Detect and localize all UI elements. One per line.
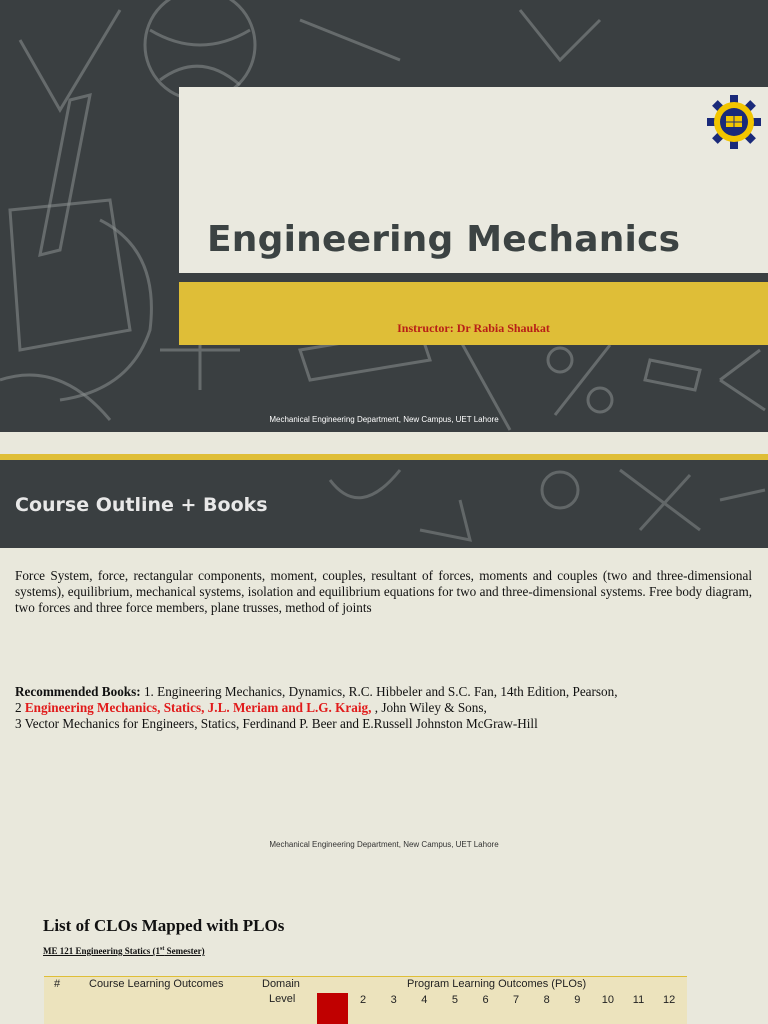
title-box	[179, 87, 768, 273]
plo-number-5: 5	[451, 994, 458, 1006]
book-line-1: Recommended Books: 1. Engineering Mechanics, Dynamics, R.C. Hibbeler and S.C. Fan, 14th Edition, Pearson,	[15, 684, 618, 699]
plo-number-12: 12	[662, 994, 676, 1006]
plo-number-7: 7	[513, 994, 520, 1006]
plo-number-8: 8	[543, 994, 550, 1006]
slide-footer: Mechanical Engineering Department, New Campus, UET Lahore	[269, 415, 499, 424]
course-outline-text: Force System, force, rectangular components, moment, couples, resultant of forces, moments and couples (two and three-dimensional systems), equilibrium, mechanical systems, isolation and equilibrium equations for two and three-dimensional systems. Free body diagram, two forces and three force members, plane trusses, method of joints	[15, 568, 752, 615]
book-line-3: 3 Vector Mechanics for Engineers, Statics, Ferdinand P. Beer and E.Russell Johnston McGraw-Hill	[15, 716, 538, 731]
plo-number-6: 6	[482, 994, 489, 1006]
plo-number-9: 9	[574, 994, 581, 1006]
recommended-books	[15, 684, 752, 732]
col-level: Level	[269, 993, 296, 1005]
course-outline-slide	[0, 432, 768, 864]
university-crest-icon	[707, 95, 761, 149]
col-plos: Program Learning Outcomes (PLOs)	[407, 978, 587, 990]
clo-plo-slide	[0, 864, 768, 1024]
slide-header	[0, 460, 768, 548]
title-slide	[0, 0, 768, 432]
col-hash: #	[54, 978, 61, 990]
slide-title: Engineering Mechanics	[207, 219, 681, 260]
course-subtitle: ME 121 Engineering Statics (1st Semester)	[43, 946, 205, 956]
clo-plo-table-header	[44, 976, 687, 1024]
plo-number-10: 10	[601, 994, 615, 1006]
col-clo: Course Learning Outcomes	[89, 978, 224, 990]
slide-title: Course Outline + Books	[15, 494, 268, 516]
plo-number-4: 4	[421, 994, 428, 1006]
book-line-2: 2 Engineering Mechanics, Statics, J.L. Meriam and L.G. Kraig, , John Wiley & Sons,	[15, 700, 487, 715]
slide-title: List of CLOs Mapped with PLOs	[43, 916, 285, 935]
book-2-title: Engineering Mechanics, Statics, J.L. Meriam and L.G. Kraig,	[24, 700, 372, 715]
col-domain: Domain	[262, 978, 300, 990]
books-label: Recommended Books:	[15, 684, 141, 699]
plo-number-11: 11	[632, 994, 645, 1006]
plo-number-2: 2	[360, 994, 367, 1006]
instructor-band	[179, 282, 768, 345]
plo-number-1: 1	[329, 994, 336, 1006]
instructor-name: Instructor: Dr Rabia Shaukat	[397, 321, 550, 335]
slide-gap	[0, 432, 768, 454]
plo-number-3: 3	[390, 994, 397, 1006]
slide-footer: Mechanical Engineering Department, New Campus, UET Lahore	[269, 840, 499, 849]
